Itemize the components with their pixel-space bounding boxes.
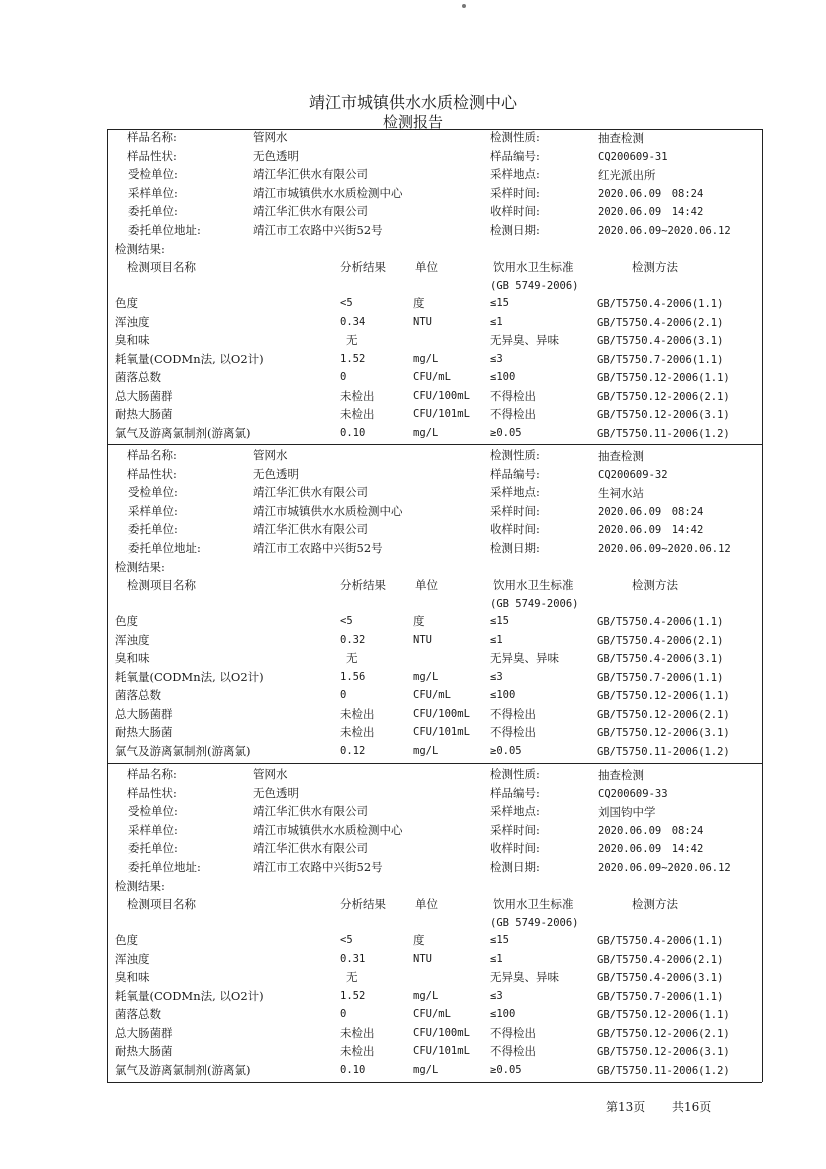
value-sampling-place: 生祠水站 (598, 486, 644, 501)
value-client-address: 靖江市工农路中兴街52号 (253, 541, 383, 555)
label-sampling-place: 采样地点: (490, 804, 540, 819)
row-result: 未检出 (340, 725, 375, 739)
value-sampling-time: 2020.06.09 08:24 (598, 187, 704, 200)
row-item: 浑浊度 (115, 314, 150, 329)
value-sampling-place: 红光派出所 (598, 168, 656, 183)
row-unit: NTU (413, 952, 432, 965)
label-sampling-time: 采样时间: (490, 822, 540, 837)
row-method: GB/T5750.7-2006(1.1) (597, 353, 724, 366)
row-item: 色度 (115, 933, 138, 947)
separator-2 (107, 763, 762, 764)
row-method: GB/T5750.12-2006(1.1) (597, 372, 730, 384)
row-unit: NTU (413, 633, 432, 646)
row-item: 臭和味 (115, 970, 150, 984)
page-total: 共16页 (672, 1100, 712, 1114)
label-test-date: 检测日期: (490, 860, 540, 874)
value-client-unit: 靖江华汇供水有限公司 (253, 841, 368, 856)
row-item: 色度 (115, 614, 138, 628)
value-sample-name: 管网水 (253, 130, 288, 144)
value-test-date: 2020.06.09~2020.06.12 (598, 543, 731, 555)
value-sample-no: CQ200609-33 (598, 787, 668, 800)
row-standard: ≤15 (490, 297, 509, 309)
row-unit: mg/L (413, 989, 439, 1002)
row-result: 无 (346, 651, 358, 665)
row-item: 耗氧量(CODMn法, 以O2计) (115, 669, 264, 684)
row-result: 0.12 (340, 744, 366, 757)
top-rule (107, 129, 762, 130)
row-standard: ≤3 (490, 352, 503, 365)
row-standard: ≤1 (490, 952, 503, 965)
page-number: 第13页 (606, 1100, 646, 1114)
row-standard: ≤15 (490, 615, 509, 627)
row-method: GB/T5750.4-2006(1.1) (597, 935, 724, 947)
label-inspected-unit: 受检单位: (128, 804, 178, 819)
label-sample-state: 样品性状: (127, 466, 177, 481)
row-standard: 不得检出 (490, 706, 536, 721)
row-standard: ≥0.05 (490, 1063, 522, 1076)
row-standard: 不得检出 (490, 388, 536, 403)
row-standard: ≤3 (490, 670, 503, 683)
row-result: 无 (346, 970, 358, 984)
col-method-header: 检测方法 (632, 896, 678, 911)
row-method: GB/T5750.4-2006(1.1) (597, 616, 724, 628)
row-method: GB/T5750.4-2006(2.1) (597, 953, 724, 966)
row-item: 菌落总数 (115, 688, 161, 702)
row-item: 总大肠菌群 (115, 1025, 173, 1040)
row-result: <5 (340, 934, 353, 946)
row-method: GB/T5750.12-2006(3.1) (597, 1046, 730, 1058)
row-result: 未检出 (340, 1025, 375, 1040)
col-standard-header: 饮用水卫生标准 (493, 896, 574, 911)
row-unit: CFU/mL (413, 371, 451, 383)
row-result: 无 (346, 333, 358, 347)
label-sample-name: 样品名称: (127, 448, 177, 462)
row-result: 0 (340, 371, 347, 383)
label-sampling-place: 采样地点: (490, 485, 540, 500)
row-method: GB/T5750.4-2006(3.1) (597, 335, 724, 347)
label-test-nature: 检测性质: (490, 767, 540, 781)
row-unit: 度 (413, 933, 425, 947)
label-sample-state: 样品性状: (127, 148, 177, 163)
row-method: GB/T5750.7-2006(1.1) (597, 990, 724, 1003)
row-unit: CFU/mL (413, 1008, 451, 1020)
row-item: 氯气及游离氯制剂(游离氯) (115, 425, 251, 440)
row-item: 氯气及游离氯制剂(游离氯) (115, 1062, 251, 1077)
label-sample-name: 样品名称: (127, 767, 177, 781)
value-receive-time: 2020.06.09 14:42 (598, 843, 704, 856)
value-receive-time: 2020.06.09 14:42 (598, 206, 704, 219)
row-result: 未检出 (340, 388, 375, 403)
label-test-nature: 检测性质: (490, 448, 540, 462)
row-standard: 不得检出 (490, 1044, 536, 1058)
col-standard-header: 饮用水卫生标准 (493, 259, 574, 274)
row-item: 菌落总数 (115, 1007, 161, 1021)
col-item-header: 检测项目名称 (127, 577, 196, 592)
value-sampling-unit: 靖江市城镇供水水质检测中心 (253, 822, 403, 837)
row-unit: NTU (413, 315, 432, 328)
row-standard: ≤15 (490, 934, 509, 946)
row-method: GB/T5750.12-2006(2.1) (597, 390, 730, 403)
row-unit: CFU/100mL (413, 389, 470, 402)
row-unit: mg/L (413, 744, 439, 757)
value-test-date: 2020.06.09~2020.06.12 (598, 225, 731, 237)
row-method: GB/T5750.12-2006(2.1) (597, 1027, 730, 1040)
row-method: GB/T5750.4-2006(3.1) (597, 653, 724, 665)
value-inspected-unit: 靖江华汇供水有限公司 (253, 804, 368, 819)
col-method-header: 检测方法 (632, 259, 678, 274)
value-sample-state: 无色透明 (253, 466, 299, 481)
label-client-address: 委托单位地址: (128, 223, 201, 237)
row-result: 0.10 (340, 1063, 366, 1076)
row-unit: CFU/101mL (413, 726, 470, 738)
col-method-header: 检测方法 (632, 577, 678, 592)
row-method: GB/T5750.12-2006(1.1) (597, 1009, 730, 1021)
row-standard: 不得检出 (490, 725, 536, 739)
row-result: 0.31 (340, 952, 366, 965)
row-item: 总大肠菌群 (115, 388, 173, 403)
value-sampling-time: 2020.06.09 08:24 (598, 505, 704, 518)
col-item-header: 检测项目名称 (127, 259, 196, 274)
row-standard: ≥0.05 (490, 744, 522, 757)
row-unit: CFU/100mL (413, 1026, 470, 1039)
label-inspected-unit: 受检单位: (128, 485, 178, 500)
row-unit: mg/L (413, 426, 439, 439)
value-sampling-time: 2020.06.09 08:24 (598, 824, 704, 837)
results-label: 检测结果: (115, 559, 165, 574)
value-sampling-place: 刘国钧中学 (598, 805, 656, 820)
row-standard: ≤100 (490, 1008, 516, 1020)
value-inspected-unit: 靖江华汇供水有限公司 (253, 167, 368, 182)
row-result: 1.52 (340, 989, 366, 1002)
row-result: 未检出 (340, 407, 375, 421)
row-unit: mg/L (413, 670, 439, 683)
value-client-address: 靖江市工农路中兴街52号 (253, 223, 383, 237)
value-test-nature: 抽查检测 (598, 131, 644, 145)
scan-speck (462, 4, 466, 8)
value-sample-name: 管网水 (253, 767, 288, 781)
row-item: 菌落总数 (115, 370, 161, 384)
label-sample-state: 样品性状: (127, 785, 177, 800)
row-unit: mg/L (413, 352, 439, 365)
separator-1 (107, 444, 762, 445)
value-receive-time: 2020.06.09 14:42 (598, 524, 704, 537)
results-label: 检测结果: (115, 241, 165, 256)
row-item: 耐热大肠菌 (115, 725, 173, 739)
row-method: GB/T5750.11-2006(1.2) (597, 427, 730, 440)
row-standard: 无异臭、异味 (490, 970, 559, 984)
label-client-unit: 委托单位: (128, 522, 178, 537)
label-sample-no: 样品编号: (490, 148, 540, 163)
row-method: GB/T5750.4-2006(3.1) (597, 972, 724, 984)
row-result: 未检出 (340, 706, 375, 721)
row-item: 色度 (115, 296, 138, 310)
col-standard-code: (GB 5749-2006) (490, 597, 579, 610)
value-sample-state: 无色透明 (253, 148, 299, 163)
row-unit: CFU/100mL (413, 707, 470, 720)
row-item: 浑浊度 (115, 951, 150, 966)
col-item-header: 检测项目名称 (127, 896, 196, 911)
row-standard: ≤100 (490, 371, 516, 383)
row-standard: 无异臭、异味 (490, 333, 559, 347)
value-client-address: 靖江市工农路中兴街52号 (253, 860, 383, 874)
row-method: GB/T5750.11-2006(1.2) (597, 745, 730, 758)
row-item: 耐热大肠菌 (115, 1044, 173, 1058)
label-sampling-unit: 采样单位: (128, 185, 178, 200)
row-result: 1.52 (340, 352, 366, 365)
right-rule (762, 129, 763, 1082)
row-unit: 度 (413, 296, 425, 310)
row-unit: CFU/101mL (413, 408, 470, 420)
row-standard: 不得检出 (490, 407, 536, 421)
row-method: GB/T5750.11-2006(1.2) (597, 1064, 730, 1077)
value-sampling-unit: 靖江市城镇供水水质检测中心 (253, 503, 403, 518)
row-standard: ≤1 (490, 633, 503, 646)
row-method: GB/T5750.12-2006(3.1) (597, 727, 730, 739)
row-method: GB/T5750.12-2006(3.1) (597, 409, 730, 421)
value-sampling-unit: 靖江市城镇供水水质检测中心 (253, 185, 403, 200)
value-inspected-unit: 靖江华汇供水有限公司 (253, 485, 368, 500)
row-result: 0.32 (340, 633, 366, 646)
col-result-header: 分析结果 (340, 896, 386, 911)
row-item: 耐热大肠菌 (115, 407, 173, 421)
row-method: GB/T5750.4-2006(2.1) (597, 634, 724, 647)
label-client-address: 委托单位地址: (128, 860, 201, 874)
label-sampling-unit: 采样单位: (128, 822, 178, 837)
label-sample-no: 样品编号: (490, 466, 540, 481)
row-standard: ≥0.05 (490, 426, 522, 439)
results-label: 检测结果: (115, 878, 165, 893)
label-sampling-time: 采样时间: (490, 503, 540, 518)
value-sample-no: CQ200609-32 (598, 468, 668, 481)
col-standard-code: (GB 5749-2006) (490, 916, 579, 929)
row-item: 氯气及游离氯制剂(游离氯) (115, 743, 251, 758)
label-client-address: 委托单位地址: (128, 541, 201, 555)
col-unit-header: 单位 (415, 577, 438, 592)
col-unit-header: 单位 (415, 259, 438, 274)
value-sample-name: 管网水 (253, 448, 288, 462)
label-sampling-unit: 采样单位: (128, 503, 178, 518)
label-sample-no: 样品编号: (490, 785, 540, 800)
row-method: GB/T5750.12-2006(2.1) (597, 708, 730, 721)
row-result: 未检出 (340, 1044, 375, 1058)
row-method: GB/T5750.12-2006(1.1) (597, 690, 730, 702)
row-method: GB/T5750.7-2006(1.1) (597, 671, 724, 684)
row-result: 0 (340, 689, 347, 701)
row-result: 0 (340, 1008, 347, 1020)
row-standard: ≤100 (490, 689, 516, 701)
row-unit: 度 (413, 614, 425, 628)
label-receive-time: 收样时间: (490, 204, 540, 219)
row-item: 臭和味 (115, 333, 150, 347)
label-client-unit: 委托单位: (128, 841, 178, 856)
row-result: <5 (340, 615, 353, 627)
row-standard: 不得检出 (490, 1025, 536, 1040)
label-test-date: 检测日期: (490, 541, 540, 555)
row-item: 臭和味 (115, 651, 150, 665)
col-standard-code: (GB 5749-2006) (490, 279, 579, 292)
org-title: 靖江市城镇供水水质检测中心 (308, 93, 517, 112)
value-test-date: 2020.06.09~2020.06.12 (598, 862, 731, 874)
label-test-nature: 检测性质: (490, 130, 540, 144)
label-client-unit: 委托单位: (128, 204, 178, 219)
row-method: GB/T5750.4-2006(2.1) (597, 316, 724, 329)
row-item: 总大肠菌群 (115, 706, 173, 721)
col-unit-header: 单位 (415, 896, 438, 911)
label-sample-name: 样品名称: (127, 130, 177, 144)
row-unit: CFU/mL (413, 689, 451, 701)
row-item: 耗氧量(CODMn法, 以O2计) (115, 988, 264, 1003)
label-test-date: 检测日期: (490, 223, 540, 237)
row-result: 0.10 (340, 426, 366, 439)
row-item: 浑浊度 (115, 632, 150, 647)
bottom-rule (107, 1082, 762, 1083)
row-item: 耗氧量(CODMn法, 以O2计) (115, 351, 264, 366)
row-standard: 无异臭、异味 (490, 651, 559, 665)
col-result-header: 分析结果 (340, 259, 386, 274)
label-receive-time: 收样时间: (490, 841, 540, 856)
left-rule (107, 129, 108, 1082)
value-sample-no: CQ200609-31 (598, 150, 668, 163)
value-client-unit: 靖江华汇供水有限公司 (253, 204, 368, 219)
row-result: 0.34 (340, 315, 366, 328)
row-result: 1.56 (340, 670, 366, 683)
label-sampling-place: 采样地点: (490, 167, 540, 182)
row-method: GB/T5750.4-2006(1.1) (597, 298, 724, 310)
col-standard-header: 饮用水卫生标准 (493, 577, 574, 592)
row-result: <5 (340, 297, 353, 309)
col-result-header: 分析结果 (340, 577, 386, 592)
label-receive-time: 收样时间: (490, 522, 540, 537)
label-inspected-unit: 受检单位: (128, 167, 178, 182)
report-title: 检测报告 (382, 113, 443, 131)
value-sample-state: 无色透明 (253, 785, 299, 800)
row-unit: CFU/101mL (413, 1045, 470, 1057)
row-unit: mg/L (413, 1063, 439, 1076)
row-standard: ≤3 (490, 989, 503, 1002)
value-test-nature: 抽查检测 (598, 768, 644, 782)
value-test-nature: 抽查检测 (598, 449, 644, 463)
value-client-unit: 靖江华汇供水有限公司 (253, 522, 368, 537)
label-sampling-time: 采样时间: (490, 185, 540, 200)
row-standard: ≤1 (490, 315, 503, 328)
